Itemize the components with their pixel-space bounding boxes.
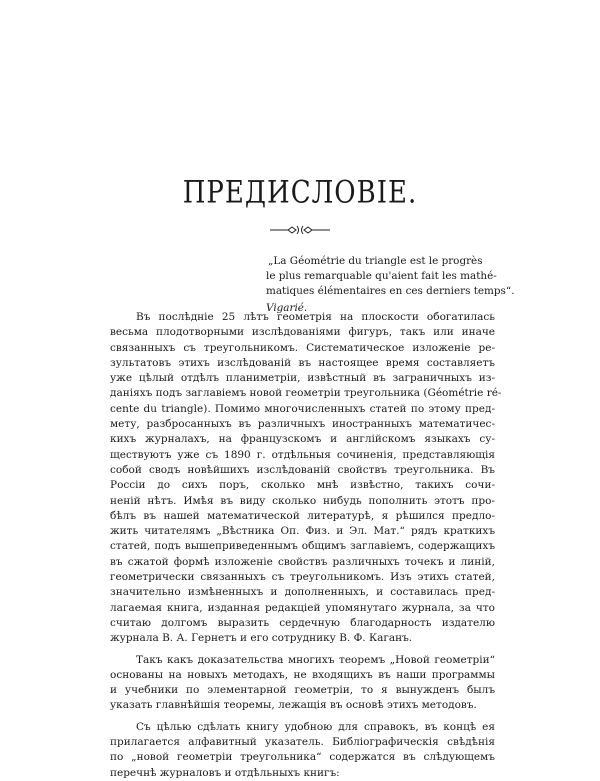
text-line: бѣлъ въ нашей математической литературѣ, я рѣшился предло- <box>110 509 495 522</box>
epigraph-line: le plus remarquable qu'aient fait les mathé- <box>266 270 497 283</box>
paragraph-1 <box>110 310 502 647</box>
text-line: считаю долгомъ выразить сердечную благодарность издателю <box>110 616 495 629</box>
text-line: Такъ какъ доказательства многихъ теоремъ „Новой геометріи“ <box>136 653 495 666</box>
text-line: мету, разбросанныхъ въ различныхъ иностранныхъ математичес- <box>110 418 495 431</box>
text-line: кихъ журналахъ, на французскомъ и англійскомъ языкахъ су- <box>110 433 495 446</box>
text-line: по „новой геометріи треугольника“ содержатся въ слѣдующемъ <box>110 751 495 764</box>
text-line: журнала В. А. Гернетъ и его сотруднику В. Ф. Каганъ. <box>110 632 413 645</box>
paragraph-3 <box>110 720 495 781</box>
preface-text <box>110 310 502 781</box>
text-line: геометрически связанныхъ съ треугольникомъ. Изъ этихъ статей, <box>110 571 495 584</box>
text-line: зультатовъ этихъ изслѣдованій въ настоящее время составляетъ <box>110 356 495 369</box>
epigraph-line: matiques élémentaires en ces derniers temps“. <box>266 285 515 298</box>
text-line: жить читателямъ „Вѣстника Оп. Физ. и Эл. Мат.“ рядъ краткихъ <box>110 525 495 538</box>
text-line: уже цѣлый отдѣлъ планиметріи, извѣстный въ заграничныхъ из- <box>110 372 495 385</box>
text-line: прилагается алфавитный указатель. Библіографическія свѣдѣнія <box>110 736 495 749</box>
ornament-divider-icon <box>270 225 330 235</box>
text-line: въ сжатой формѣ изложеніе свойствъ различныхъ точекъ и линій, <box>110 555 495 568</box>
text-line: неній нѣтъ. Имѣя въ виду сколько нибудь пополнить этотъ про- <box>110 494 495 507</box>
text-line: лагаемая книга, изданная редакціей упомянутаго журнала, за что <box>110 601 495 614</box>
paragraph-2 <box>110 653 495 714</box>
page-title: ПРЕДИСЛОВІЕ. <box>182 175 418 211</box>
text-line: указать главнѣйшія теоремы, лежащія въ основѣ этихъ методовъ. <box>110 699 477 712</box>
text-line: cente du triangle). Помимо многочисленныхъ статей по этому пред- <box>110 402 495 415</box>
text-line: даніяхъ подъ заглавіемъ новой геометріи треугольника (Géométrie ré- <box>110 387 502 400</box>
text-line: связанныхъ съ треугольникомъ. Систематическое изложеніе ре- <box>110 341 495 354</box>
text-line: собой сводъ новѣйшихъ изслѣдованій свойствъ треугольника. Въ <box>110 463 495 476</box>
text-line: ществуютъ уже съ 1890 г. отдѣльныя сочиненія, представляющія <box>110 448 495 461</box>
text-line: основаны на новыхъ методахъ, не входящихъ въ наши программы <box>110 668 495 681</box>
text-line: Съ цѣлью сдѣлать книгу удобною для справокъ, въ концѣ ея <box>136 720 495 733</box>
text-line: перечнѣ журналовъ и отдѣльныхъ книгъ: <box>110 766 340 779</box>
epigraph-line: „La Géométrie du triangle est le progrès <box>268 255 483 267</box>
text-line: Россіи до сихъ поръ, сколько мнѣ извѣстно, такихъ сочи- <box>110 479 495 492</box>
text-line: статей, подъ вышеприведеннымъ общимъ заглавіемъ, содержащихъ <box>110 540 495 553</box>
text-line: Въ послѣдніе 25 лѣтъ геометрія на плоскости обогатилась <box>136 311 495 323</box>
epigraph <box>266 254 515 316</box>
text-line: весьма плодотворными изслѣдованіями фигуръ, такъ или иначе <box>110 326 495 339</box>
text-line: и учебники по элементарной геометріи, то я вынужденъ былъ <box>110 684 495 697</box>
text-line: значительно измѣненныхъ и дополненныхъ, и составилась пред- <box>110 586 495 599</box>
epigraph-author: Vigarié. <box>266 301 308 314</box>
